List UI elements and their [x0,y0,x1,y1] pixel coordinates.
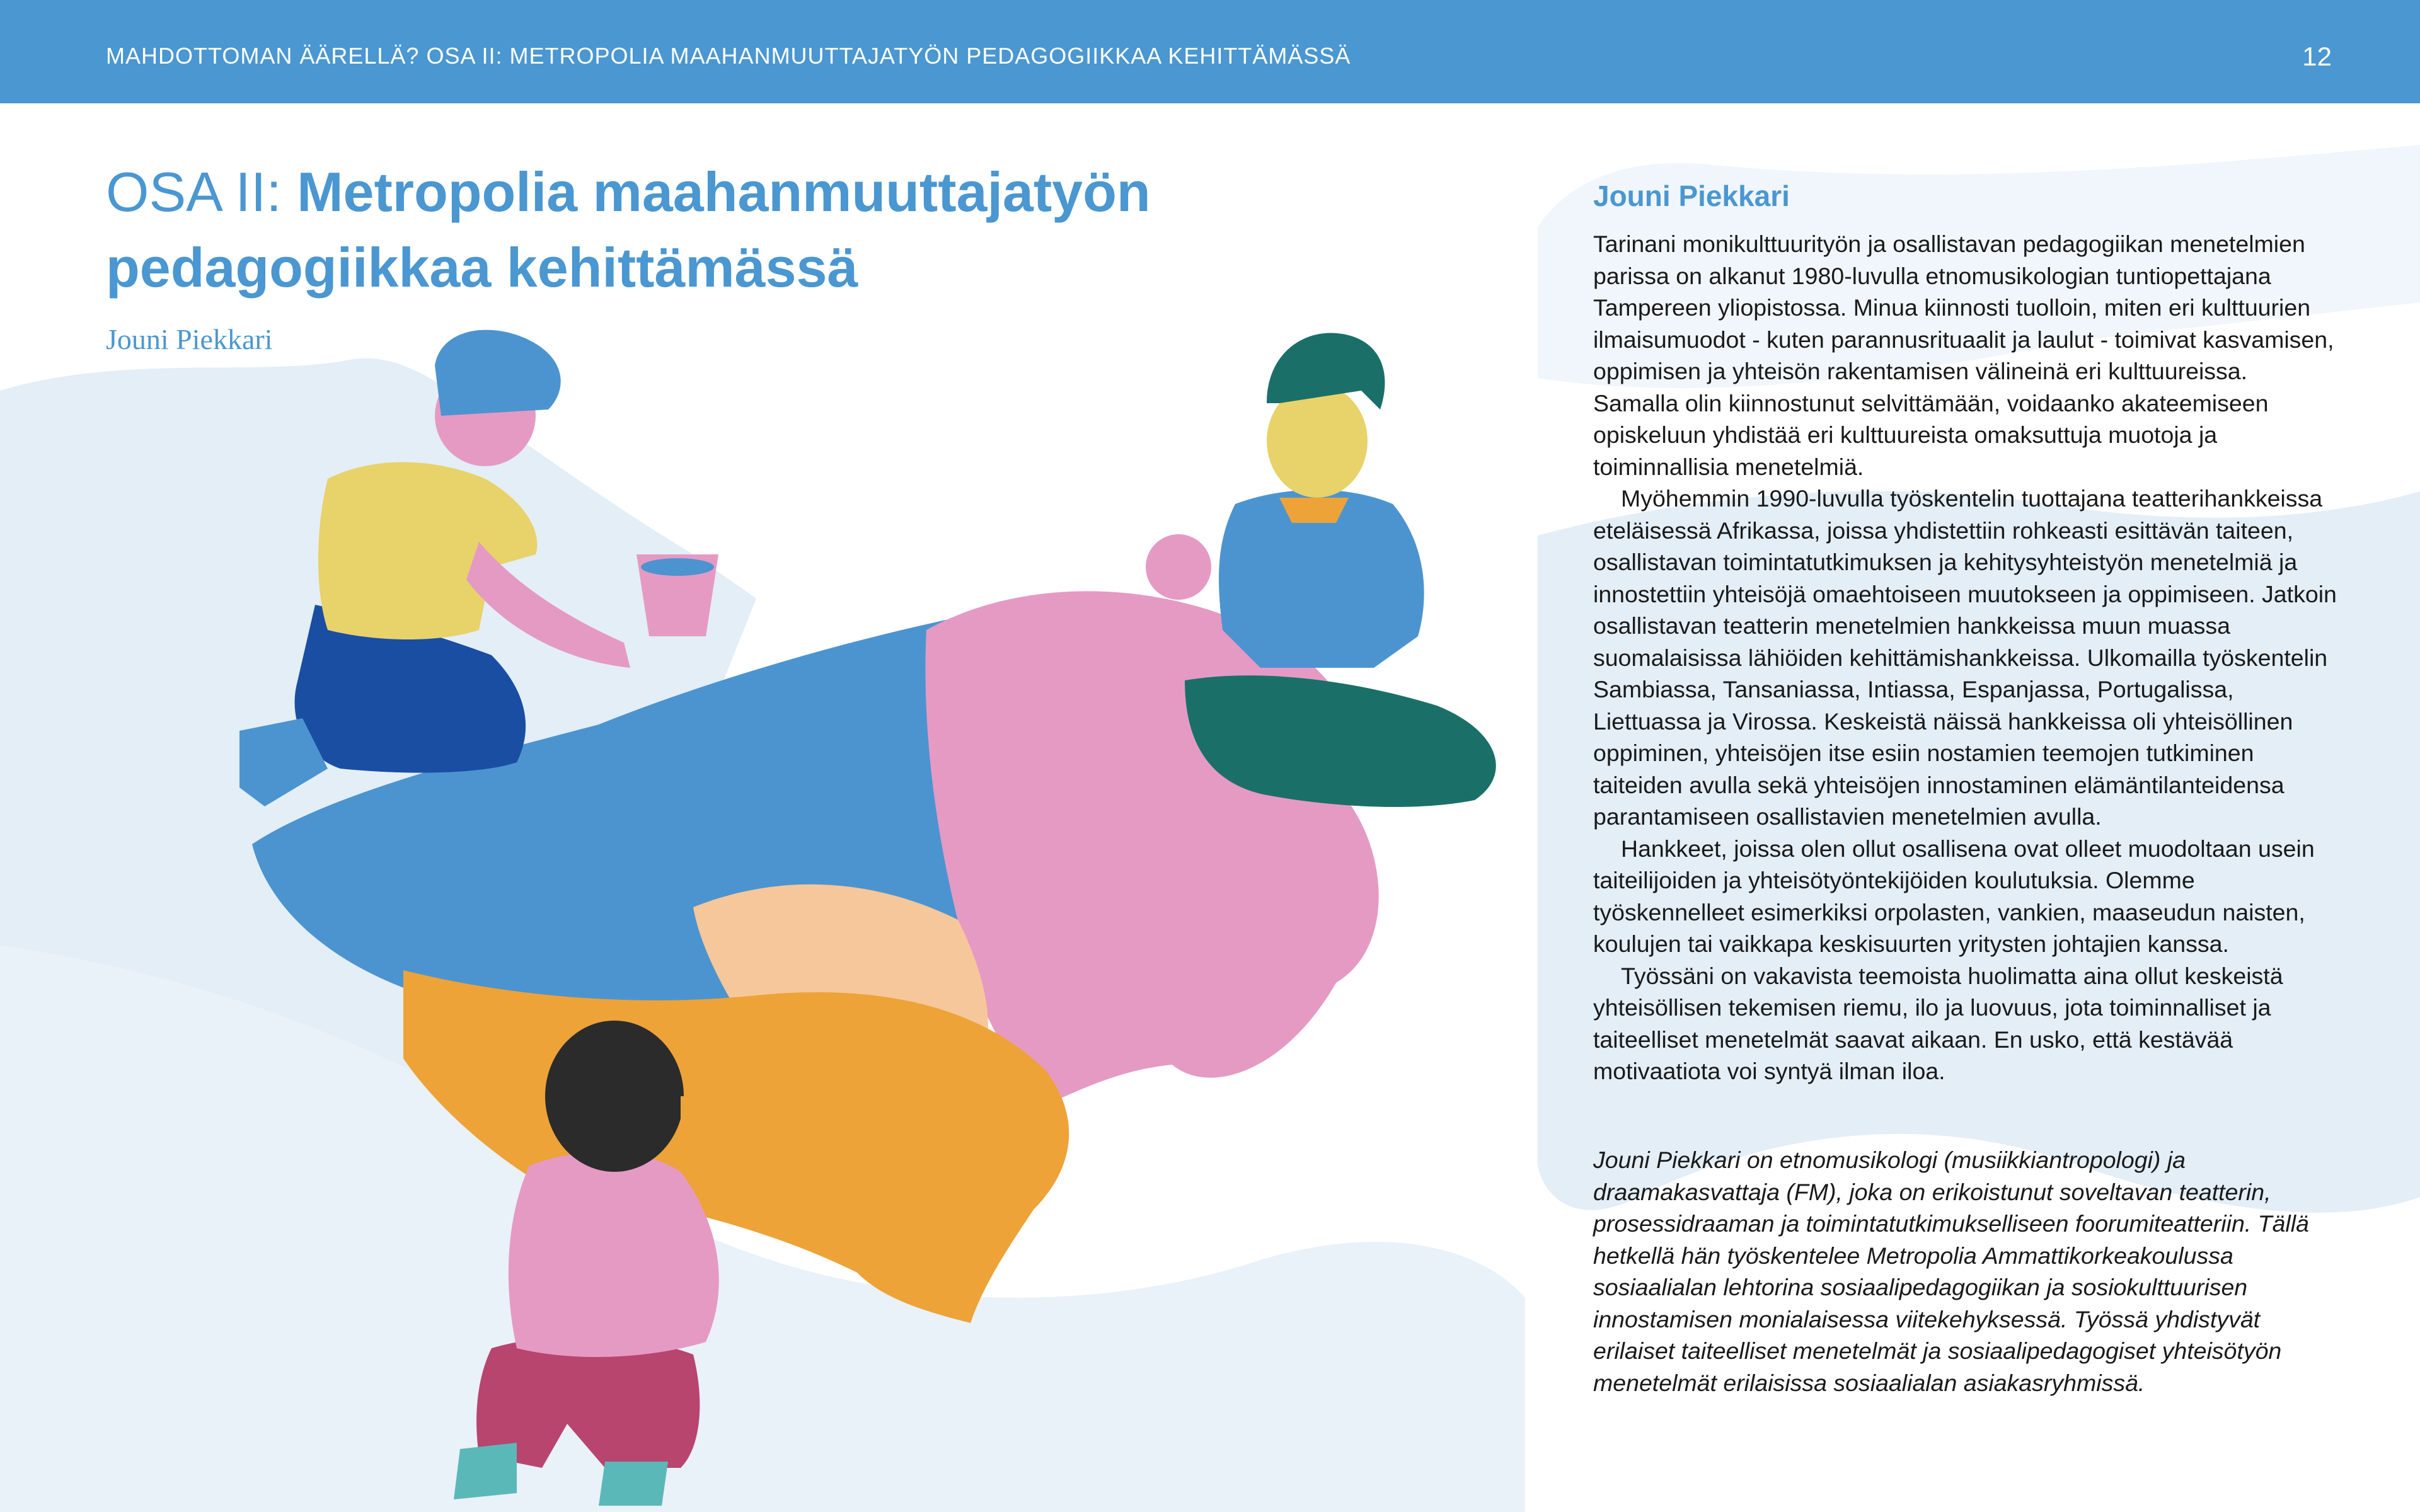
figure3-planks [681,1096,882,1172]
figure3-hair [545,1021,684,1172]
paragraph: Tarinani monikulttuurityön ja osallistavan pedagogiikan menetelmien parissa on alkanut 1980-luvulla etnomusikologian tuntiopettajana Tampereen yliopistossa. Minua kiinnosti tuolloin, miten eri kulttuurien ilmaisumuodot - kuten parannusrituaalit ja laulut - toimivat kasvamisen, oppimisen ja yhteisön rakentamisen välineinä eri kulttuureissa. Samalla olin kiinnostunut selvittämään, voidaanko akateemiseen opiskeluun yhdistää eri kulttuureista omaksuttuja muotoja ja toiminnallisia menetelmiä. [1593,231,2334,480]
figure1-hair [435,330,561,416]
paragraph: Myöhemmin 1990-luvulla työskentelin tuottajana teatterihankkeissa eteläisessä Afrikassa, joissa yhdistettiin rohkeasti esittävän taiteen, osallistavan toimintatutkimuksen ja kehitysyhteistyön menetelmiä ja innostettiin yhteisöjä omaehtoiseen muutokseen ja oppimiseen. Jatkoin osallistavan teatterin menetelmien hankkeissa muun muassa suomalaisissa lähiöiden kehittämishankkeissa. Ulkomailla työskentelin Sambiassa, Tansaniassa, Intiassa, Espanjassa, Portugalissa, Liettuassa ja Virossa. Keskeistä näissä hankkeissa oli yhteisöllinen oppiminen, yhteisöjen itse esiin nostamien teemojen tutkiminen taiteiden avulla sekä yhteisöjen innostaminen elämäntilanteidensa parantamiseen osallistavien menetelmien avulla. [1593,485,2337,830]
figure3-sweater [509,1152,719,1357]
article-body [1593,228,2337,1087]
figure1-bucket-water [641,558,714,576]
page-title [106,154,1429,306]
title-main: Metropolia maahanmuuttajatyön pedagogiikkaa kehittämässä [106,161,1151,299]
author-bio: Jouni Piekkari on etnomusikologi (musiikkiantropologi) ja draamakasvattaja (FM), joka on erikoistunut soveltavan teatterin, prosessidraaman ja toimintatutkimukselliseen foorumiteatteriin. Tällä hetkellä hän työskentelee Metropolia Ammattikorkeakoulussa sosiaalialan lehtorina sosiaalipedagogiikan ja sosiokulttuurisen innostamisen monialaisessa viitekehyksessä. Työssä yhdistyvät erilaiset taiteelliset menetelmät ja sosiaalipedagogiset yhteisötyön menetelmät erilaisissa sosiaalialan asiakasryhmissä. [1593,1147,2309,1396]
paragraph: Työssäni on vakavista teemoista huolimatta aina ollut keskeistä yhteisöllisen tekemisen riemu, ilo ja luovuus, jota toiminnalliset ja taiteelliset menetelmät saavat aikaan. En usko, että kestävää motivaatiota voi syntyä ilman iloa. [1593,962,2283,1084]
cloth-pink [925,591,1378,1109]
figure2-yarn-ball [1146,534,1211,600]
running-title: MAHDOTTOMAN ÄÄRELLÄ? OSA II: METROPOLIA MAAHANMUUTTAJATYÖN PEDAGOGIIKKAA KEHITTÄMÄSSÄ [106,43,1351,69]
title-prefix: OSA II: [106,161,297,223]
author-byline: Jouni Piekkari [106,323,273,355]
figure-man-with-yarn [1146,333,1496,806]
paragraph: Hankkeet, joissa olen ollut osallisena ovat olleet muodoltaan usein taiteilijoiden ja yhteisötyöntekijöiden koulutuksia. Olemme työskennelleet esimerkiksi orpolasten, vankien, maaseudun naisten, koulujen tai vaikkapa keskisuurten yritysten johtajien kanssa. [1593,835,2315,957]
article-author-heading: Jouni Piekkari [1593,180,1790,212]
page-number: 12 [2302,42,2332,71]
